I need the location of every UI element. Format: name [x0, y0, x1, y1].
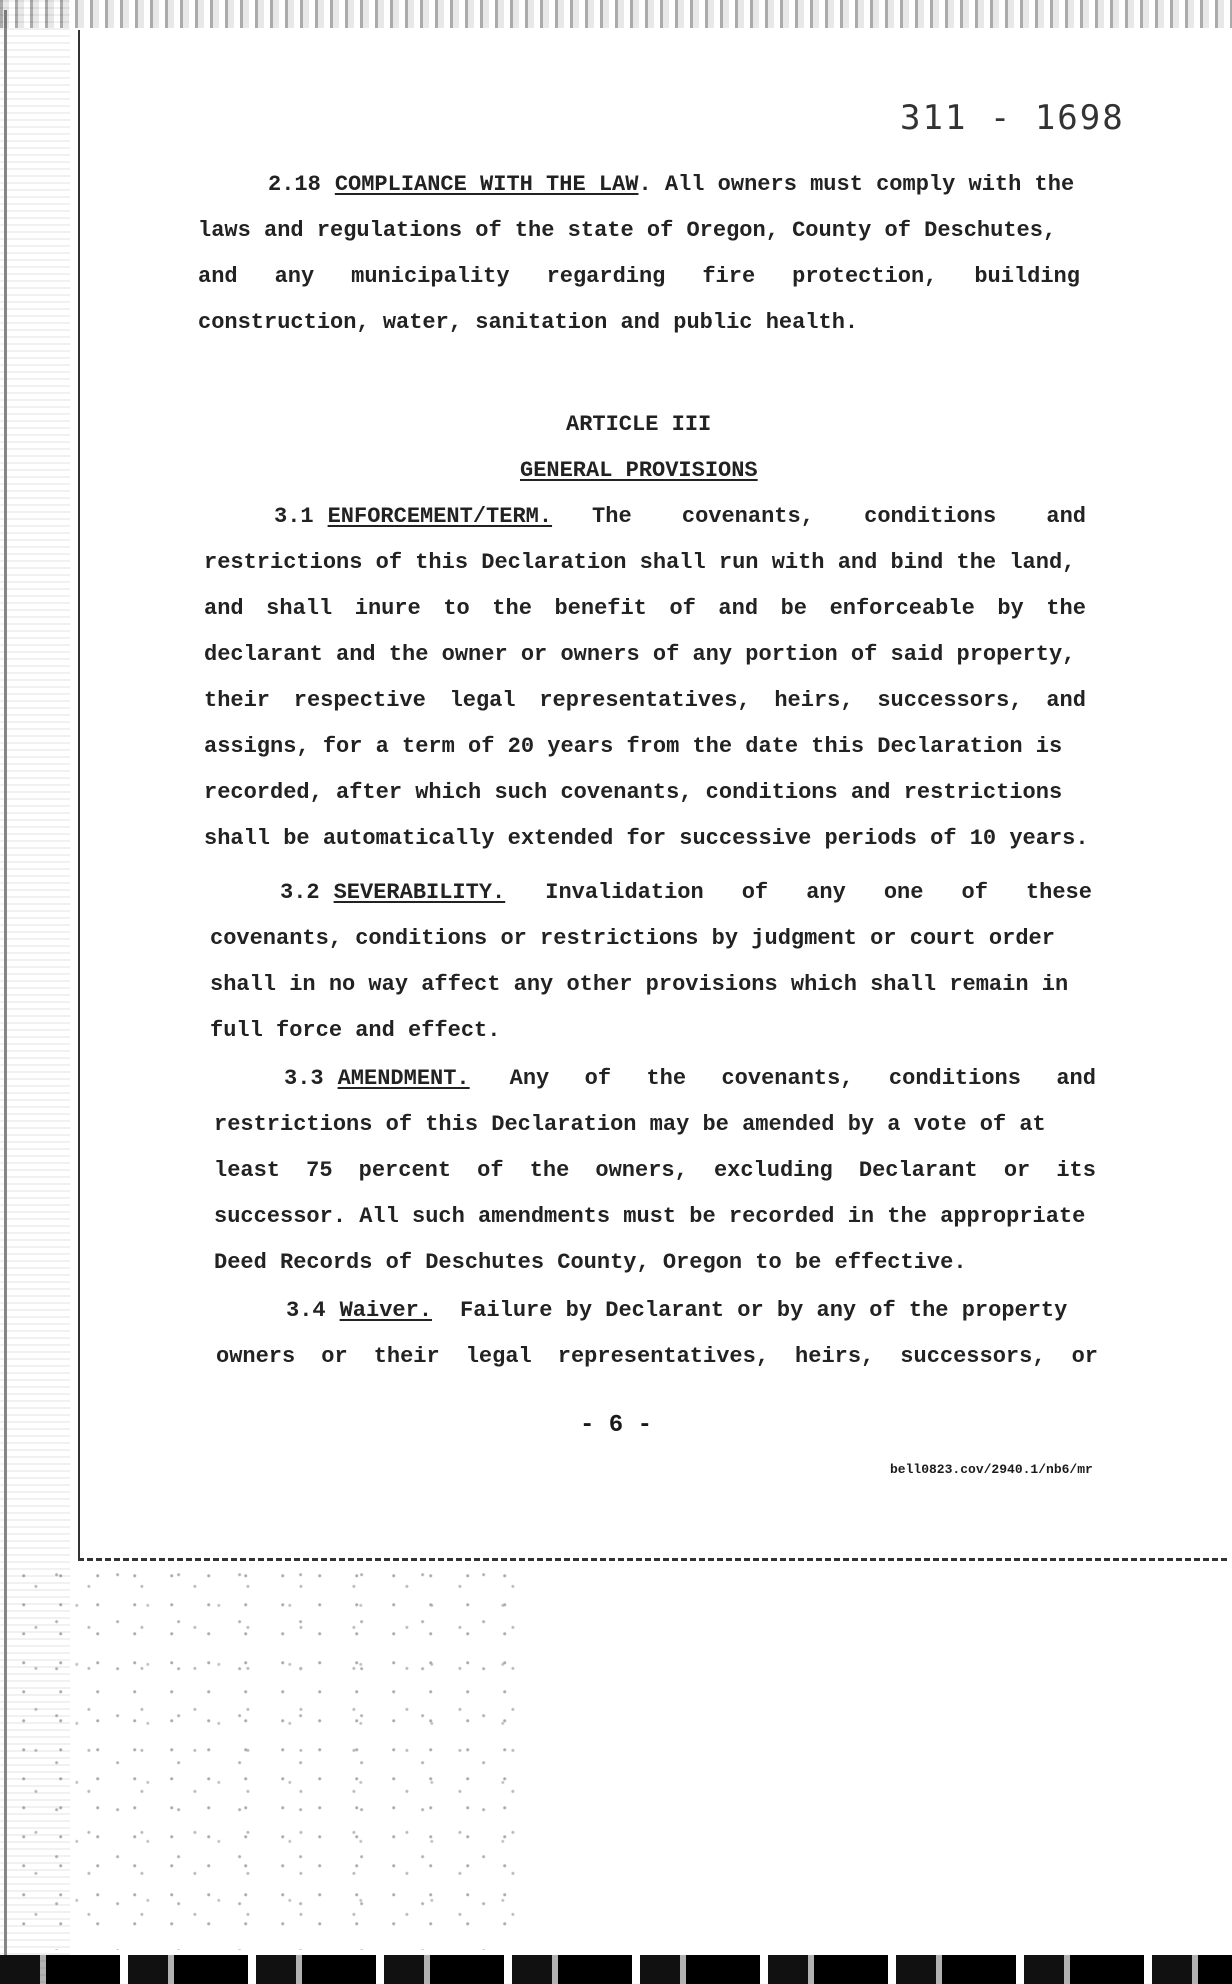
word: these	[1025, 880, 1092, 905]
word: least	[214, 1158, 281, 1183]
word: of	[741, 880, 769, 905]
word: covenants,	[681, 504, 814, 529]
word: inure	[354, 596, 421, 621]
word: successors,	[877, 688, 1023, 713]
text-line: shall in no way affect any other provisions which shall remain in	[210, 972, 1069, 997]
word: any	[806, 880, 846, 905]
sec-3-3-heading-line	[284, 1066, 1096, 1092]
word: protection,	[792, 264, 938, 289]
section-heading: ENFORCEMENT/TERM.	[327, 504, 553, 529]
word: building	[974, 264, 1080, 289]
word: the	[492, 596, 532, 621]
word: any	[274, 264, 315, 289]
lead-text: . All owners must comply with the	[638, 172, 1075, 197]
word: excluding	[713, 1158, 833, 1183]
word: one	[883, 880, 924, 905]
word: of	[961, 880, 988, 905]
section-number: 3.3	[284, 1066, 324, 1091]
sec-3-1-heading-line	[274, 504, 1086, 530]
text-line: shall be automatically extended for successive periods of 10 years.	[204, 826, 1089, 851]
word: the	[529, 1158, 570, 1183]
article-subtitle: GENERAL PROVISIONS	[520, 458, 758, 483]
word: and	[1046, 504, 1086, 529]
word: of	[477, 1158, 504, 1183]
word: and	[1046, 688, 1086, 713]
word: The	[592, 504, 632, 529]
scan-artifact-top	[0, 0, 1232, 28]
word: Any	[509, 1066, 550, 1091]
sec-3-2-heading-line	[280, 880, 1092, 906]
word: or	[321, 1344, 348, 1369]
word: Declarant	[858, 1158, 978, 1183]
text-line: declarant and the owner or owners of any portion of said property,	[204, 642, 1076, 667]
article-title: ARTICLE III	[566, 412, 712, 437]
word: regarding	[546, 264, 666, 289]
word: by	[997, 596, 1024, 621]
lead-text	[510, 1066, 1096, 1092]
word: representatives,	[557, 1344, 770, 1369]
word: of	[669, 596, 696, 621]
section-heading: AMENDMENT.	[337, 1066, 470, 1091]
section-heading: COMPLIANCE WITH THE LAW	[334, 172, 639, 197]
word: and	[718, 596, 759, 621]
word: conditions	[864, 504, 997, 529]
word: successors,	[900, 1344, 1046, 1369]
text-line: restrictions of this Declaration shall run with and bind the land,	[204, 550, 1076, 575]
section-number: 3.1	[274, 504, 314, 529]
text-line: full force and effect.	[210, 1018, 501, 1043]
word: to	[443, 596, 470, 621]
word: Invalidation	[545, 880, 704, 905]
word: legal	[465, 1344, 532, 1369]
sec-2-18-heading-line	[268, 172, 1080, 198]
word: heirs,	[795, 1344, 875, 1369]
text-line: successor. All such amendments must be recorded in the appropriate	[214, 1204, 1086, 1229]
section-number: 3.2	[280, 880, 320, 905]
word: and	[204, 596, 244, 621]
text-line: recorded, after which such covenants, conditions and restrictions	[204, 780, 1063, 805]
word: the	[1046, 596, 1086, 621]
word: of	[584, 1066, 612, 1091]
word: and	[1056, 1066, 1096, 1091]
section-heading: Waiver.	[339, 1298, 433, 1323]
word: covenants,	[721, 1066, 854, 1091]
word: percent	[358, 1158, 452, 1183]
word: be	[780, 596, 807, 621]
word: benefit	[554, 596, 647, 621]
recording-stamp: 311 - 1698	[900, 98, 1125, 138]
word: respective	[293, 688, 426, 713]
word: enforceable	[829, 596, 975, 621]
word: and	[198, 264, 238, 289]
text-line: assigns, for a term of 20 years from the date this Declaration is	[204, 734, 1063, 759]
lead-text	[545, 880, 1092, 906]
text-line	[214, 1158, 1096, 1184]
word: representatives,	[539, 688, 751, 713]
text-line: construction, water, sanitation and public health.	[198, 310, 859, 335]
word: 75	[306, 1158, 333, 1183]
sec-3-4-heading-line	[286, 1298, 1098, 1324]
scan-artifact-bottom	[0, 1955, 1232, 1984]
page-number: - 6 -	[579, 1412, 653, 1439]
word: heirs,	[774, 688, 854, 713]
document-code: bell0823.cov/2940.1/nb6/mr	[890, 1462, 1093, 1477]
text-line	[216, 1344, 1098, 1370]
sheet-edge-bottom	[78, 1558, 1228, 1561]
word: legal	[449, 688, 516, 713]
section-heading: SEVERABILITY.	[333, 880, 506, 905]
word: fire	[702, 264, 756, 289]
lead-text: Failure by Declarant or by any of the property	[460, 1298, 1068, 1323]
text-line: Deed Records of Deschutes County, Oregon to be effective.	[214, 1250, 967, 1275]
word: the	[646, 1066, 687, 1091]
scan-noise	[20, 1570, 540, 1950]
word: owners	[216, 1344, 296, 1369]
word: shall	[266, 596, 333, 621]
sheet-edge-left	[78, 30, 80, 1560]
section-number: 2.18	[268, 172, 321, 197]
word: or	[1003, 1158, 1031, 1183]
text-line: laws and regulations of the state of Oregon, County of Deschutes,	[198, 218, 1057, 243]
word: their	[373, 1344, 440, 1369]
word: its	[1056, 1158, 1096, 1183]
section-number: 3.4	[286, 1298, 326, 1323]
word: their	[204, 688, 271, 713]
word: municipality	[351, 264, 510, 289]
word: owners,	[595, 1158, 688, 1183]
word: conditions	[888, 1066, 1021, 1091]
text-line	[198, 264, 1080, 290]
text-line	[204, 596, 1086, 622]
word: or	[1071, 1344, 1098, 1369]
lead-text	[592, 504, 1086, 530]
text-line: covenants, conditions or restrictions by judgment or court order	[210, 926, 1055, 951]
text-line: restrictions of this Declaration may be amended by a vote of at	[214, 1112, 1046, 1137]
text-line	[204, 688, 1086, 714]
